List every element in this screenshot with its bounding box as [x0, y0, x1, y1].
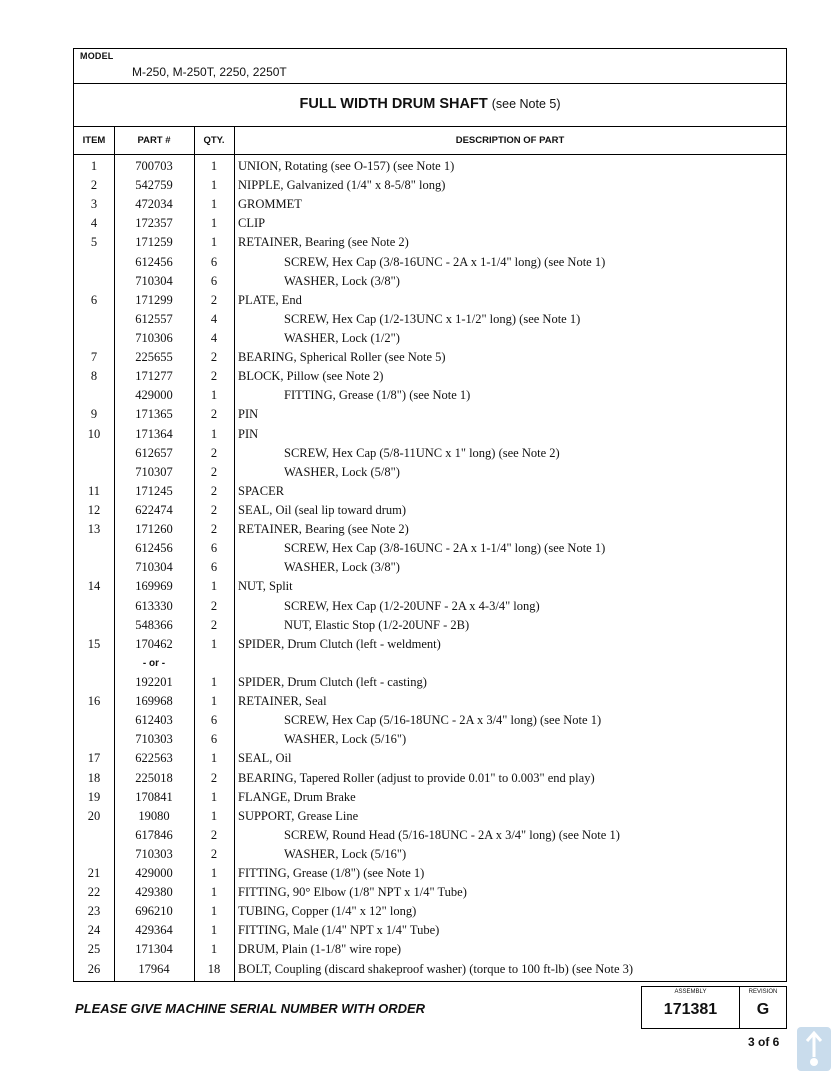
- quantity: 2: [210, 617, 218, 632]
- table-row: [74, 520, 786, 539]
- quantity: 1: [210, 426, 218, 441]
- quantity: 1: [210, 885, 218, 900]
- part-description: BOLT, Coupling (discard shakeproof washer) (torque to 100 ft-lb) (see Note 3): [238, 961, 634, 976]
- quantity: 1: [210, 178, 218, 193]
- item-number: 2: [90, 178, 98, 193]
- part-number: 612456: [135, 541, 173, 556]
- part-description: SUPPORT, Grease Line: [238, 808, 359, 823]
- assembly-box: [641, 986, 787, 1029]
- part-description: SPIDER, Drum Clutch (left - casting): [238, 674, 427, 689]
- table-row: [74, 501, 786, 520]
- part-description: WASHER, Lock (5/16"): [284, 846, 407, 861]
- model-box: [74, 49, 786, 84]
- part-number: 710303: [135, 846, 173, 861]
- quantity: 2: [210, 292, 218, 307]
- part-description: FLANGE, Drum Brake: [238, 789, 356, 804]
- quantity: 6: [210, 541, 218, 556]
- table-row: [74, 902, 786, 921]
- part-description: FITTING, 90° Elbow (1/8" NPT x 1/4" Tube): [238, 885, 467, 900]
- part-number: 225655: [135, 350, 173, 365]
- part-number: 225018: [135, 770, 173, 785]
- part-number: 171299: [135, 292, 173, 307]
- header-qty: QTY.: [203, 135, 225, 146]
- item-number: 24: [87, 923, 101, 938]
- assembly-label: ASSEMBLY: [674, 989, 707, 995]
- watermark-logo-icon: [797, 1027, 831, 1071]
- quantity: 2: [210, 522, 218, 537]
- quantity: 1: [210, 866, 218, 881]
- quantity: 1: [210, 197, 218, 212]
- part-number: 429364: [135, 923, 173, 938]
- quantity: 2: [210, 445, 218, 460]
- table-row: [74, 463, 786, 482]
- quantity: 1: [210, 694, 218, 709]
- quantity: 4: [210, 311, 218, 326]
- part-description: PLATE, End: [238, 292, 302, 307]
- part-description: SPIDER, Drum Clutch (left - weldment): [238, 636, 441, 651]
- item-number: 13: [87, 522, 101, 537]
- quantity: 2: [210, 770, 218, 785]
- part-description: SEAL, Oil (seal lip toward drum): [238, 502, 407, 517]
- part-description: FITTING, Grease (1/8") (see Note 1): [238, 866, 425, 881]
- part-number: 710306: [135, 330, 173, 345]
- table-row: [74, 577, 786, 596]
- table-row: [74, 329, 786, 348]
- revision-label: REVISION: [748, 989, 778, 995]
- quantity: 6: [210, 273, 218, 288]
- item-number: 11: [87, 483, 101, 498]
- part-description: DRUM, Plain (1-1/8" wire rope): [238, 942, 402, 957]
- quantity: 1: [210, 904, 218, 919]
- table-row: [74, 310, 786, 329]
- quantity: 1: [210, 216, 218, 231]
- part-number: 612657: [135, 445, 173, 460]
- part-number: 171259: [135, 235, 173, 250]
- part-description: PIN: [238, 426, 259, 441]
- item-number: 20: [87, 808, 101, 823]
- table-row: [74, 616, 786, 635]
- part-number: 612557: [135, 311, 173, 326]
- item-number: 25: [87, 942, 101, 957]
- part-description: SCREW, Hex Cap (1/2-20UNF - 2A x 4-3/4" long): [284, 598, 540, 613]
- part-description: WASHER, Lock (5/16"): [284, 732, 407, 747]
- part-description: NIPPLE, Galvanized (1/4" x 8-5/8" long): [238, 178, 446, 193]
- item-number: 15: [87, 636, 101, 651]
- item-number: 5: [90, 235, 98, 250]
- quantity: 1: [210, 751, 218, 766]
- part-number: 192201: [135, 674, 173, 689]
- part-description: WASHER, Lock (3/8"): [284, 273, 400, 288]
- item-number: 17: [87, 751, 101, 766]
- table-row: [74, 253, 786, 272]
- quantity: 2: [210, 827, 218, 842]
- title-main: FULL WIDTH DRUM SHAFT: [299, 96, 488, 112]
- table-row: [74, 444, 786, 463]
- table-body: [74, 157, 786, 979]
- alternate-separator: - or -: [142, 657, 166, 669]
- part-description: NUT, Split: [238, 579, 293, 594]
- part-number: 171245: [135, 483, 173, 498]
- table-row: [74, 539, 786, 558]
- part-number: 622474: [135, 502, 173, 517]
- revision-value: G: [756, 1001, 770, 1018]
- part-number: 19080: [138, 808, 170, 823]
- parts-table: [74, 127, 786, 982]
- part-description: BLOCK, Pillow (see Note 2): [238, 369, 384, 384]
- item-number: 10: [87, 426, 101, 441]
- quantity: 6: [210, 732, 218, 747]
- part-description: BEARING, Spherical Roller (see Note 5): [238, 350, 446, 365]
- item-number: 12: [87, 502, 101, 517]
- table-row: [74, 386, 786, 405]
- part-number: 172357: [135, 216, 173, 231]
- table-row: [74, 405, 786, 424]
- part-number: 170841: [135, 789, 173, 804]
- quantity: 1: [210, 674, 218, 689]
- part-number: 710304: [135, 560, 173, 575]
- quantity: 1: [210, 789, 218, 804]
- quantity: 6: [210, 713, 218, 728]
- model-label: MODEL: [80, 51, 114, 61]
- part-description: PIN: [238, 407, 259, 422]
- table-row: [74, 788, 786, 807]
- quantity: 2: [210, 483, 218, 498]
- part-description: FITTING, Grease (1/8") (see Note 1): [284, 388, 471, 403]
- part-description: SCREW, Hex Cap (5/16-18UNC - 2A x 3/4" long) (see Note 1): [284, 713, 602, 728]
- table-row: [74, 176, 786, 195]
- quantity: 2: [210, 598, 218, 613]
- part-number: 542759: [135, 178, 173, 193]
- quantity: 2: [210, 846, 218, 861]
- part-number: 429380: [135, 885, 173, 900]
- part-description: SEAL, Oil: [238, 751, 292, 766]
- table-row: [74, 425, 786, 444]
- part-description: WASHER, Lock (1/2"): [284, 330, 400, 345]
- part-number: 17964: [138, 961, 170, 976]
- part-number: 429000: [135, 388, 173, 403]
- quantity: 18: [207, 961, 221, 976]
- item-number: 23: [87, 904, 101, 919]
- part-description: WASHER, Lock (3/8"): [284, 560, 400, 575]
- part-number: 710304: [135, 273, 173, 288]
- part-description: BEARING, Tapered Roller (adjust to provide 0.01" to 0.003" end play): [238, 770, 595, 785]
- table-row: [74, 635, 786, 654]
- table-row: [74, 348, 786, 367]
- table-row: [74, 597, 786, 616]
- part-description: RETAINER, Bearing (see Note 2): [238, 522, 409, 537]
- part-description: WASHER, Lock (5/8"): [284, 464, 400, 479]
- page-number: 3 of 6: [748, 1035, 780, 1049]
- part-number: 171364: [135, 426, 173, 441]
- parts-sheet: [73, 48, 787, 982]
- page-title: [74, 96, 786, 112]
- quantity: 2: [210, 502, 218, 517]
- part-description: SCREW, Hex Cap (3/8-16UNC - 2A x 1-1/4" long) (see Note 1): [284, 254, 606, 269]
- quantity: 2: [210, 350, 218, 365]
- table-row: [74, 960, 786, 979]
- part-number: 710303: [135, 732, 173, 747]
- part-description: UNION, Rotating (see O-157) (see Note 1): [238, 159, 455, 173]
- item-number: 9: [90, 407, 98, 422]
- quantity: 2: [210, 407, 218, 422]
- header-item: ITEM: [82, 135, 106, 146]
- table-row: [74, 272, 786, 291]
- part-description: SCREW, Hex Cap (1/2-13UNC x 1-1/2" long) (see Note 1): [284, 311, 581, 326]
- header-description: DESCRIPTION OF PART: [455, 135, 565, 146]
- table-row: [74, 157, 786, 176]
- table-row: [74, 233, 786, 252]
- part-description: RETAINER, Bearing (see Note 2): [238, 235, 409, 250]
- table-row: [74, 749, 786, 768]
- table-row: [74, 883, 786, 902]
- table-row: [74, 482, 786, 501]
- part-number: 622563: [135, 751, 173, 766]
- header-part: PART #: [137, 135, 171, 146]
- quantity: 1: [210, 235, 218, 250]
- assembly-number: 171381: [663, 1001, 718, 1018]
- item-number: 6: [90, 292, 98, 307]
- item-number: 16: [87, 694, 101, 709]
- part-description: FITTING, Male (1/4" NPT x 1/4" Tube): [238, 923, 440, 938]
- item-number: 22: [87, 885, 101, 900]
- quantity: 1: [210, 636, 218, 651]
- table-row: [74, 864, 786, 883]
- part-description: CLIP: [238, 216, 266, 231]
- table-row: [74, 367, 786, 386]
- part-number: 171260: [135, 522, 173, 537]
- quantity: 1: [210, 159, 218, 173]
- item-number: 8: [90, 369, 98, 384]
- item-number: 3: [90, 197, 98, 212]
- part-number: 700703: [135, 159, 173, 173]
- part-number: 548366: [135, 617, 173, 632]
- part-number: 169968: [135, 694, 173, 709]
- part-number: 612403: [135, 713, 173, 728]
- part-number: 472034: [135, 197, 173, 212]
- table-row: [74, 730, 786, 749]
- item-number: 14: [87, 579, 101, 594]
- table-header: [74, 127, 786, 155]
- serial-number-note: PLEASE GIVE MACHINE SERIAL NUMBER WITH ORDER: [75, 1001, 426, 1016]
- quantity: 1: [210, 808, 218, 823]
- title-note: (see Note 5): [491, 97, 561, 111]
- quantity: 2: [210, 369, 218, 384]
- item-number: 4: [90, 216, 98, 231]
- item-number: 19: [87, 789, 101, 804]
- quantity: 2: [210, 464, 218, 479]
- table-row: [74, 807, 786, 826]
- part-description: SCREW, Round Head (5/16-18UNC - 2A x 3/4" long) (see Note 1): [284, 827, 620, 842]
- part-number: 696210: [135, 904, 173, 919]
- table-row: [74, 845, 786, 864]
- part-number: 171365: [135, 407, 173, 422]
- part-number: 171277: [135, 369, 173, 384]
- part-number: 612456: [135, 254, 173, 269]
- quantity: 4: [210, 330, 218, 345]
- part-number: 429000: [135, 866, 173, 881]
- item-number: 21: [87, 866, 101, 881]
- table-row: [74, 291, 786, 310]
- table-row: [74, 673, 786, 692]
- quantity: 1: [210, 942, 218, 957]
- part-number: 170462: [135, 636, 173, 651]
- title-box: [74, 84, 786, 127]
- part-description: SCREW, Hex Cap (5/8-11UNC x 1" long) (see Note 2): [284, 445, 560, 460]
- table-row: [74, 214, 786, 233]
- item-number: 18: [87, 770, 101, 785]
- part-number: 171304: [135, 942, 173, 957]
- table-row: [74, 940, 786, 959]
- table-row: [74, 195, 786, 214]
- part-description: SCREW, Hex Cap (3/8-16UNC - 2A x 1-1/4" long) (see Note 1): [284, 541, 606, 556]
- quantity: 1: [210, 579, 218, 594]
- table-row: [74, 921, 786, 940]
- quantity: 1: [210, 923, 218, 938]
- table-row: [74, 558, 786, 577]
- table-row: [74, 692, 786, 711]
- part-description: RETAINER, Seal: [238, 694, 327, 709]
- table-row: [74, 654, 786, 673]
- table-row: [74, 826, 786, 845]
- item-number: 1: [90, 159, 98, 173]
- part-number: 710307: [135, 464, 173, 479]
- part-description: GROMMET: [238, 197, 302, 212]
- part-number: 169969: [135, 579, 173, 594]
- table-row: [74, 711, 786, 730]
- table-row: [74, 769, 786, 788]
- part-number: 613330: [135, 598, 173, 613]
- part-description: TUBING, Copper (1/4" x 12" long): [238, 904, 417, 919]
- quantity: 6: [210, 560, 218, 575]
- part-description: NUT, Elastic Stop (1/2-20UNF - 2B): [284, 617, 470, 632]
- quantity: 6: [210, 254, 218, 269]
- part-description: SPACER: [238, 483, 285, 498]
- part-number: 617846: [135, 827, 173, 842]
- quantity: 1: [210, 388, 218, 403]
- model-value: M-250, M-250T, 2250, 2250T: [132, 65, 287, 79]
- item-number: 7: [90, 350, 98, 365]
- item-number: 26: [87, 961, 101, 976]
